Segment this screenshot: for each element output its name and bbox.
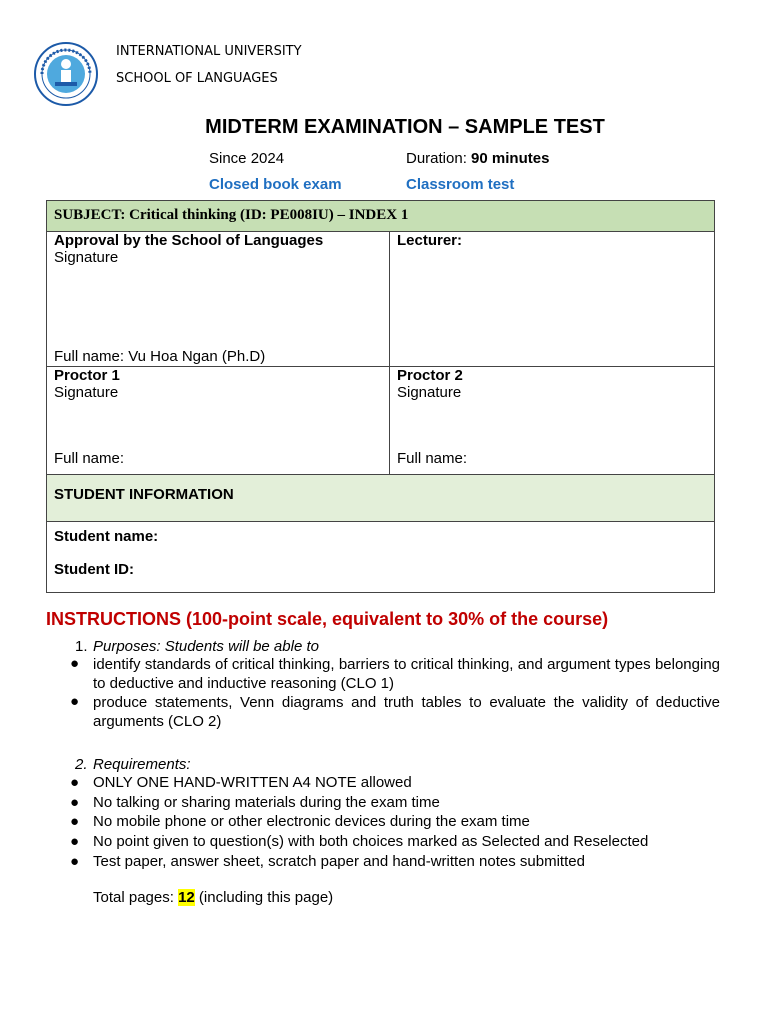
bullet-icon: ● [70,655,80,672]
approval-fullname: Full name: Vu Hoa Ngan (Ph.D) [54,348,266,365]
proctor2-cell [390,367,715,475]
since-text: Since 2024 [209,150,285,167]
requirements-heading: Requirements: [93,756,191,773]
bullet-icon: ● [70,853,80,870]
exam-info-table [46,200,715,593]
purposes-heading: Purposes: Students will be able to [93,638,319,655]
university-seal-icon [32,42,102,106]
purpose-item: identify standards of critical thinking, barriers to critical thinking, and argument types belonging to deductive and inductive reasoning (CLO 1) [93,656,720,692]
lecturer-label: Lecturer: [397,232,463,249]
approval-cell [47,232,390,367]
proctor1-signature: Signature [54,384,119,401]
proctor1-fullname: Full name: [54,450,125,467]
student-id-label: Student ID: [54,561,134,578]
proctor2-fullname: Full name: [397,450,468,467]
classroom-text: Classroom test [406,176,515,193]
requirement-item: No talking or sharing materials during the exam time [93,794,440,811]
requirement-item: ONLY ONE HAND-WRITTEN A4 NOTE allowed [93,774,412,791]
duration-value: 90 minutes [471,150,550,167]
bullet-icon: ● [70,774,80,791]
proctor2-label: Proctor 2 [397,367,463,384]
total-pages-value: 12 [178,889,195,906]
requirements-number: 2. [75,756,88,773]
requirement-item: Test paper, answer sheet, scratch paper and hand-written notes submitted [93,853,585,870]
duration-label: Duration: [406,150,467,167]
duration [406,150,549,167]
page-title: MIDTERM EXAMINATION – SAMPLE TEST [205,116,605,138]
total-pages-suffix: (including this page) [198,889,334,906]
approval-signature: Signature [54,249,119,266]
university-name: INTERNATIONAL UNIVERSITY [116,44,302,59]
total-pages [93,889,333,906]
lecturer-cell [390,232,715,367]
proctor1-cell [47,367,390,475]
bullet-icon: ● [70,813,80,830]
bullet-icon: ● [70,833,80,850]
purpose-item: produce statements, Venn diagrams and truth tables to evaluate the validity of deductive arguments (CLO 2) [93,694,720,730]
proctor2-signature: Signature [397,384,462,401]
approval-label: Approval by the School of Languages [54,232,324,249]
purposes-number: 1. [75,638,88,655]
subject-row: SUBJECT: Critical thinking (ID: PE008IU) – INDEX 1 [47,201,715,232]
bullet-icon: ● [70,693,80,710]
requirement-item: No mobile phone or other electronic devices during the exam time [93,813,530,830]
instructions-heading: INSTRUCTIONS (100-point scale, equivalent to 30% of the course) [46,609,609,629]
bullet-icon: ● [70,794,80,811]
proctor1-label: Proctor 1 [54,367,120,384]
total-pages-label: Total pages: [93,889,174,906]
student-name-label: Student name: [54,528,159,545]
student-details-cell [47,522,715,593]
requirement-item: No point given to question(s) with both choices marked as Selected and Reselected [93,833,649,850]
closed-book-text: Closed book exam [209,176,342,193]
student-info-heading: STUDENT INFORMATION [47,475,715,522]
school-name: SCHOOL OF LANGUAGES [116,71,278,86]
